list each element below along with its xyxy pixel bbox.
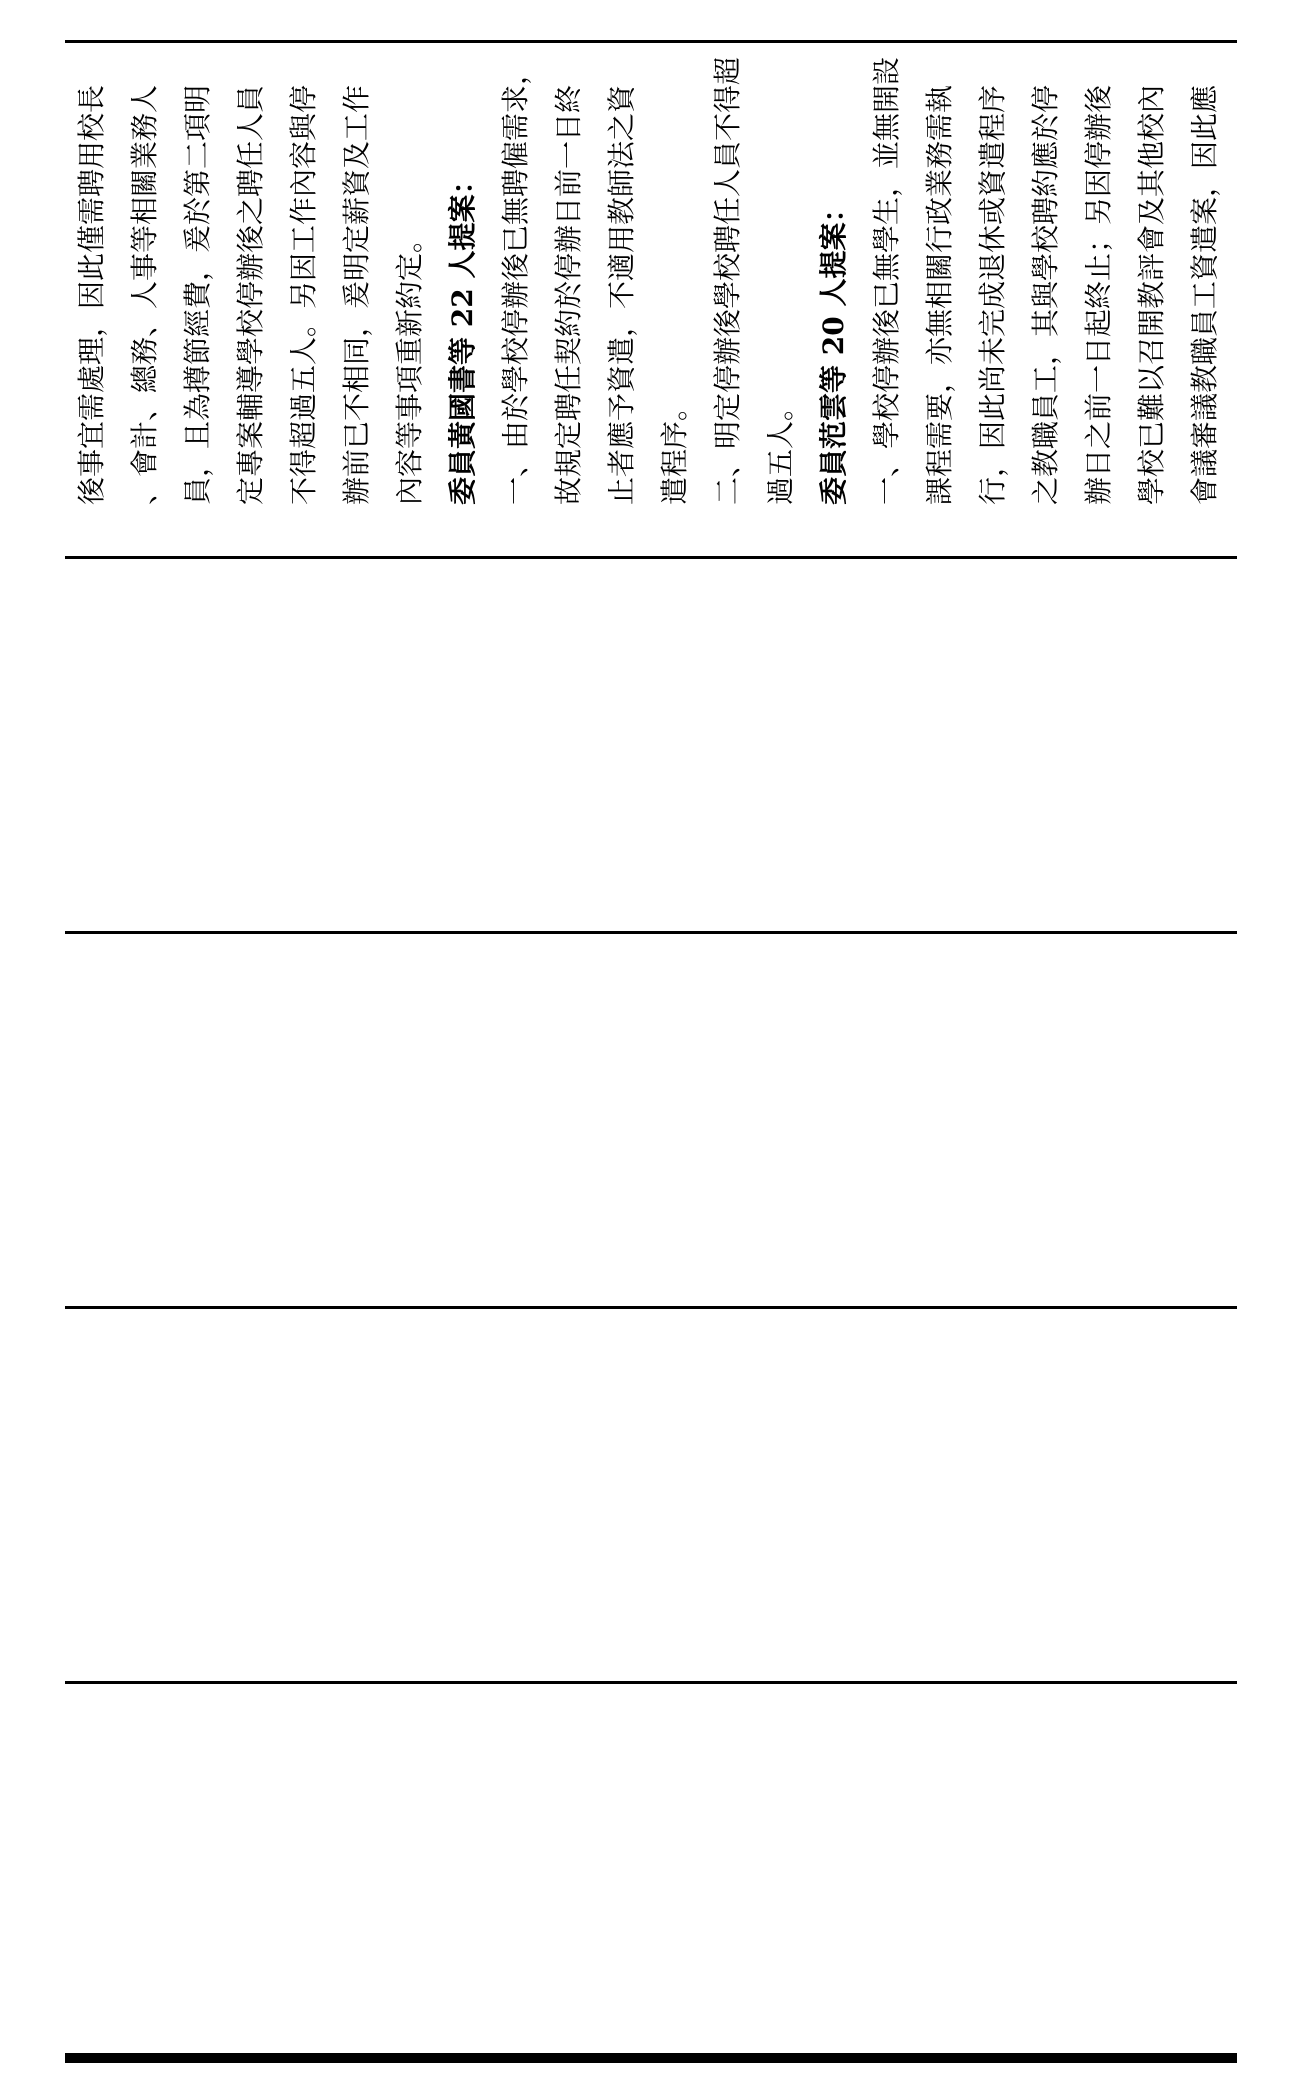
text-line: 課程需要，亦無相關行政業務需執 xyxy=(923,84,956,505)
row-separator-line-1 xyxy=(65,556,1237,559)
proposal-heading-fan-yun: 委員范雲等 20 人提案： xyxy=(817,194,850,505)
rotated-text-block xyxy=(65,35,1231,505)
text-line: 辦前已不相同，爰明定薪資及工作 xyxy=(340,84,373,505)
text-line: 一、學校停辦後已無學生，並無開設 xyxy=(870,56,903,505)
text-line: 定專案輔導學校停辦後之聘任人員 xyxy=(234,84,267,505)
text-line: 行，因此尚未完成退休或資遣程序 xyxy=(976,84,1009,505)
row-separator-line-3 xyxy=(65,1306,1237,1309)
text-line: 故規定聘任契約於停辦日前一日終 xyxy=(552,84,585,505)
row-separator-line-2 xyxy=(65,931,1237,934)
text-line: 過五人。 xyxy=(764,392,797,505)
text-line: 會議審議教職員工資遣案，因此應 xyxy=(1188,84,1221,505)
text-line: 後事宜需處理，因此僅需聘用校長 xyxy=(75,84,108,505)
text-line: 不得超過五人。另因工作內容與停 xyxy=(287,84,320,505)
text-line: 員，且為撙節經費，爰於第二項明 xyxy=(181,84,214,505)
text-line: 二、明定停辦後學校聘任人員不得超 xyxy=(711,56,744,505)
text-line: 遣程序。 xyxy=(658,392,691,505)
text-line: 止者應予資遣，不適用教師法之資 xyxy=(605,84,638,505)
text-line: 、會計、總務、人事等相關業務人 xyxy=(128,84,161,505)
table-bottom-border xyxy=(65,2053,1237,2063)
text-line: 內容等事項重新約定。 xyxy=(393,224,426,505)
text-line: 之教職員工，其與學校聘約應於停 xyxy=(1029,84,1062,505)
text-line: 一、由於學校停辦後已無聘僱需求， xyxy=(499,56,532,505)
text-line: 辦日之前一日起終止；另因停辦後 xyxy=(1082,84,1115,505)
row-separator-line-4 xyxy=(65,1681,1237,1684)
text-line: 學校已難以召開教評會及其他校內 xyxy=(1135,84,1168,505)
proposal-heading-huang-kuo-shu: 委員黃國書等 22 人提案： xyxy=(446,166,479,505)
